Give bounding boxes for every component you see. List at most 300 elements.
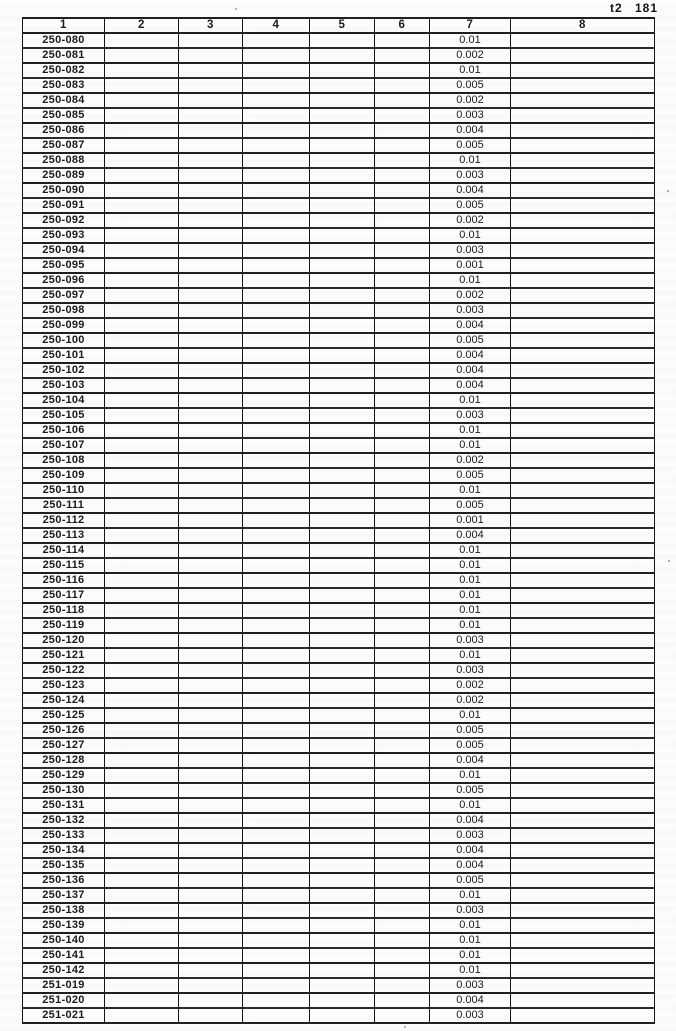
cell-value: 0.003 <box>430 303 511 318</box>
cell-value: 0.005 <box>430 738 511 753</box>
cell-empty <box>243 33 310 48</box>
cell-value: 0.005 <box>430 498 511 513</box>
table-row <box>23 558 655 573</box>
table-row <box>23 543 655 558</box>
cell-empty <box>511 453 655 468</box>
cell-empty <box>310 483 375 498</box>
cell-id: 250-129 <box>23 768 105 783</box>
cell-empty <box>243 678 310 693</box>
table-row <box>23 933 655 948</box>
cell-empty <box>375 573 430 588</box>
cell-empty <box>243 648 310 663</box>
cell-empty <box>310 723 375 738</box>
cell-empty <box>179 423 243 438</box>
cell-empty <box>310 183 375 198</box>
cell-empty <box>105 948 179 963</box>
cell-empty <box>511 243 655 258</box>
table-row <box>23 573 655 588</box>
cell-value: 0.003 <box>430 663 511 678</box>
cell-empty <box>310 588 375 603</box>
cell-empty <box>243 828 310 843</box>
cell-empty <box>511 903 655 918</box>
cell-id: 250-100 <box>23 333 105 348</box>
cell-id: 250-107 <box>23 438 105 453</box>
cell-id: 250-105 <box>23 408 105 423</box>
cell-empty <box>375 993 430 1008</box>
cell-empty <box>179 978 243 993</box>
cell-empty <box>375 213 430 228</box>
cell-empty <box>511 843 655 858</box>
cell-empty <box>375 843 430 858</box>
cell-empty <box>310 273 375 288</box>
cell-value: 0.01 <box>430 888 511 903</box>
cell-empty <box>179 258 243 273</box>
cell-empty <box>179 363 243 378</box>
cell-empty <box>243 738 310 753</box>
cell-empty <box>511 828 655 843</box>
cell-empty <box>310 498 375 513</box>
cell-empty <box>179 633 243 648</box>
cell-empty <box>105 228 179 243</box>
cell-empty <box>511 168 655 183</box>
cell-empty <box>511 723 655 738</box>
cell-empty <box>375 948 430 963</box>
column-header-4: 4 <box>243 18 310 33</box>
table-row <box>23 948 655 963</box>
cell-empty <box>310 288 375 303</box>
cell-empty <box>179 513 243 528</box>
cell-empty <box>511 738 655 753</box>
cell-empty <box>243 963 310 978</box>
cell-id: 250-088 <box>23 153 105 168</box>
cell-id: 250-109 <box>23 468 105 483</box>
cell-value: 0.01 <box>430 393 511 408</box>
table-body <box>23 33 655 1023</box>
cell-empty <box>105 258 179 273</box>
cell-empty <box>511 858 655 873</box>
cell-empty <box>105 738 179 753</box>
cell-id: 250-124 <box>23 693 105 708</box>
cell-empty <box>511 123 655 138</box>
cell-value: 0.004 <box>430 753 511 768</box>
cell-id: 250-080 <box>23 33 105 48</box>
cell-empty <box>179 948 243 963</box>
cell-value: 0.003 <box>430 828 511 843</box>
cell-empty <box>105 963 179 978</box>
cell-value: 0.01 <box>430 423 511 438</box>
cell-empty <box>511 483 655 498</box>
cell-value: 0.001 <box>430 258 511 273</box>
table-row <box>23 963 655 978</box>
cell-empty <box>310 333 375 348</box>
cell-empty <box>105 888 179 903</box>
table-row <box>23 738 655 753</box>
table-row <box>23 78 655 93</box>
cell-empty <box>310 858 375 873</box>
cell-empty <box>105 843 179 858</box>
cell-empty <box>243 48 310 63</box>
cell-id: 250-086 <box>23 123 105 138</box>
cell-empty <box>511 153 655 168</box>
cell-empty <box>511 48 655 63</box>
cell-value: 0.004 <box>430 183 511 198</box>
cell-empty <box>105 798 179 813</box>
scan-speck <box>667 190 669 192</box>
cell-empty <box>310 918 375 933</box>
cell-empty <box>179 63 243 78</box>
cell-value: 0.005 <box>430 873 511 888</box>
cell-empty <box>375 783 430 798</box>
cell-empty <box>243 408 310 423</box>
cell-empty <box>105 138 179 153</box>
cell-empty <box>105 108 179 123</box>
cell-empty <box>375 963 430 978</box>
table-row <box>23 513 655 528</box>
cell-id: 250-135 <box>23 858 105 873</box>
cell-empty <box>179 213 243 228</box>
cell-empty <box>511 138 655 153</box>
cell-empty <box>511 348 655 363</box>
cell-empty <box>375 618 430 633</box>
table-row <box>23 318 655 333</box>
table-header <box>23 18 655 33</box>
cell-empty <box>179 798 243 813</box>
table-row <box>23 498 655 513</box>
cell-id: 250-092 <box>23 213 105 228</box>
cell-empty <box>105 198 179 213</box>
cell-empty <box>511 933 655 948</box>
cell-empty <box>375 78 430 93</box>
cell-empty <box>375 438 430 453</box>
cell-empty <box>243 423 310 438</box>
cell-id: 250-084 <box>23 93 105 108</box>
cell-value: 0.004 <box>430 528 511 543</box>
table-row <box>23 843 655 858</box>
cell-empty <box>511 273 655 288</box>
cell-empty <box>511 948 655 963</box>
cell-value: 0.001 <box>430 513 511 528</box>
cell-empty <box>310 603 375 618</box>
cell-empty <box>105 978 179 993</box>
cell-id: 250-136 <box>23 873 105 888</box>
cell-id: 250-133 <box>23 828 105 843</box>
cell-empty <box>105 453 179 468</box>
scan-speck <box>668 560 670 562</box>
cell-value: 0.004 <box>430 993 511 1008</box>
cell-empty <box>375 978 430 993</box>
cell-empty <box>310 48 375 63</box>
cell-empty <box>310 348 375 363</box>
cell-id: 250-117 <box>23 588 105 603</box>
cell-empty <box>511 408 655 423</box>
cell-empty <box>310 693 375 708</box>
cell-empty <box>511 528 655 543</box>
cell-id: 250-098 <box>23 303 105 318</box>
cell-empty <box>105 483 179 498</box>
cell-id: 250-141 <box>23 948 105 963</box>
cell-empty <box>310 408 375 423</box>
table-row <box>23 63 655 78</box>
table-row <box>23 108 655 123</box>
cell-empty <box>105 828 179 843</box>
cell-empty <box>310 1008 375 1023</box>
cell-empty <box>179 183 243 198</box>
cell-empty <box>243 993 310 1008</box>
cell-value: 0.003 <box>430 1008 511 1023</box>
cell-empty <box>243 483 310 498</box>
cell-id: 251-019 <box>23 978 105 993</box>
cell-empty <box>375 1008 430 1023</box>
cell-empty <box>179 123 243 138</box>
cell-empty <box>310 378 375 393</box>
cell-empty <box>511 708 655 723</box>
cell-id: 250-099 <box>23 318 105 333</box>
table-row <box>23 483 655 498</box>
cell-empty <box>179 573 243 588</box>
table-row <box>23 93 655 108</box>
cell-empty <box>179 393 243 408</box>
cell-value: 0.004 <box>430 363 511 378</box>
cell-id: 250-132 <box>23 813 105 828</box>
cell-value: 0.004 <box>430 123 511 138</box>
cell-empty <box>310 108 375 123</box>
cell-empty <box>375 318 430 333</box>
cell-empty <box>310 753 375 768</box>
cell-empty <box>511 1008 655 1023</box>
cell-empty <box>310 768 375 783</box>
cell-id: 250-139 <box>23 918 105 933</box>
cell-value: 0.005 <box>430 198 511 213</box>
cell-empty <box>243 393 310 408</box>
cell-value: 0.01 <box>430 603 511 618</box>
cell-empty <box>243 888 310 903</box>
cell-id: 250-083 <box>23 78 105 93</box>
cell-empty <box>310 93 375 108</box>
cell-empty <box>179 918 243 933</box>
table-row <box>23 603 655 618</box>
cell-empty <box>105 813 179 828</box>
cell-empty <box>375 543 430 558</box>
cell-empty <box>105 858 179 873</box>
cell-empty <box>511 513 655 528</box>
cell-empty <box>105 768 179 783</box>
cell-value: 0.01 <box>430 963 511 978</box>
cell-empty <box>179 738 243 753</box>
cell-empty <box>310 468 375 483</box>
cell-value: 0.004 <box>430 858 511 873</box>
cell-empty <box>179 408 243 423</box>
cell-empty <box>179 618 243 633</box>
cell-empty <box>511 363 655 378</box>
cell-empty <box>179 903 243 918</box>
cell-empty <box>511 228 655 243</box>
cell-empty <box>310 153 375 168</box>
cell-empty <box>511 318 655 333</box>
cell-empty <box>179 78 243 93</box>
cell-empty <box>243 723 310 738</box>
table-row <box>23 798 655 813</box>
cell-empty <box>105 288 179 303</box>
cell-empty <box>310 708 375 723</box>
cell-empty <box>179 303 243 318</box>
cell-empty <box>179 828 243 843</box>
cell-empty <box>243 558 310 573</box>
column-header-1: 1 <box>23 18 105 33</box>
cell-id: 250-127 <box>23 738 105 753</box>
cell-empty <box>243 918 310 933</box>
cell-empty <box>511 813 655 828</box>
cell-empty <box>375 588 430 603</box>
table-row <box>23 438 655 453</box>
table-row <box>23 138 655 153</box>
table-row <box>23 873 655 888</box>
table-row <box>23 243 655 258</box>
cell-empty <box>105 753 179 768</box>
cell-empty <box>511 183 655 198</box>
cell-empty <box>511 753 655 768</box>
cell-empty <box>243 288 310 303</box>
cell-id: 250-142 <box>23 963 105 978</box>
cell-empty <box>243 243 310 258</box>
column-header-3: 3 <box>179 18 243 33</box>
cell-empty <box>243 528 310 543</box>
cell-empty <box>511 993 655 1008</box>
table-row <box>23 918 655 933</box>
cell-empty <box>511 303 655 318</box>
cell-id: 250-120 <box>23 633 105 648</box>
cell-empty <box>375 903 430 918</box>
table-row <box>23 888 655 903</box>
cell-empty <box>243 228 310 243</box>
cell-empty <box>375 93 430 108</box>
cell-empty <box>375 708 430 723</box>
cell-empty <box>375 348 430 363</box>
cell-empty <box>310 453 375 468</box>
cell-empty <box>310 78 375 93</box>
cell-empty <box>243 303 310 318</box>
table-row <box>23 348 655 363</box>
table-row <box>23 813 655 828</box>
cell-value: 0.002 <box>430 678 511 693</box>
cell-empty <box>105 633 179 648</box>
cell-empty <box>105 528 179 543</box>
cell-empty <box>511 963 655 978</box>
cell-empty <box>105 693 179 708</box>
cell-value: 0.002 <box>430 213 511 228</box>
cell-empty <box>310 738 375 753</box>
cell-empty <box>179 318 243 333</box>
cell-value: 0.005 <box>430 78 511 93</box>
table-row <box>23 273 655 288</box>
cell-empty <box>179 558 243 573</box>
cell-empty <box>375 768 430 783</box>
cell-empty <box>375 303 430 318</box>
cell-value: 0.01 <box>430 153 511 168</box>
cell-empty <box>243 168 310 183</box>
cell-empty <box>375 198 430 213</box>
cell-id: 250-102 <box>23 363 105 378</box>
cell-empty <box>105 558 179 573</box>
cell-empty <box>179 453 243 468</box>
table-row <box>23 723 655 738</box>
cell-empty <box>105 93 179 108</box>
cell-empty <box>310 663 375 678</box>
table-row <box>23 903 655 918</box>
cell-empty <box>375 123 430 138</box>
cell-empty <box>243 453 310 468</box>
cell-empty <box>105 678 179 693</box>
cell-empty <box>179 993 243 1008</box>
cell-empty <box>243 273 310 288</box>
table-row <box>23 288 655 303</box>
cell-value: 0.004 <box>430 378 511 393</box>
cell-value: 0.01 <box>430 648 511 663</box>
cell-value: 0.01 <box>430 918 511 933</box>
cell-empty <box>375 33 430 48</box>
cell-empty <box>511 108 655 123</box>
cell-empty <box>310 543 375 558</box>
cell-empty <box>243 618 310 633</box>
cell-empty <box>179 153 243 168</box>
cell-empty <box>375 813 430 828</box>
cell-value: 0.002 <box>430 693 511 708</box>
cell-id: 250-122 <box>23 663 105 678</box>
cell-value: 0.01 <box>430 573 511 588</box>
cell-empty <box>243 768 310 783</box>
table-row <box>23 858 655 873</box>
table-row <box>23 393 655 408</box>
cell-empty <box>105 903 179 918</box>
cell-empty <box>511 558 655 573</box>
cell-value: 0.01 <box>430 768 511 783</box>
cell-empty <box>511 93 655 108</box>
cell-empty <box>310 783 375 798</box>
cell-empty <box>243 108 310 123</box>
cell-empty <box>243 978 310 993</box>
cell-empty <box>179 273 243 288</box>
cell-empty <box>375 63 430 78</box>
cell-empty <box>511 978 655 993</box>
cell-id: 250-121 <box>23 648 105 663</box>
cell-empty <box>179 768 243 783</box>
cell-empty <box>243 183 310 198</box>
cell-empty <box>375 183 430 198</box>
cell-empty <box>105 123 179 138</box>
cell-empty <box>375 483 430 498</box>
cell-id: 250-130 <box>23 783 105 798</box>
cell-empty <box>375 603 430 618</box>
cell-value: 0.01 <box>430 438 511 453</box>
cell-empty <box>310 228 375 243</box>
cell-empty <box>310 903 375 918</box>
cell-empty <box>179 753 243 768</box>
cell-empty <box>105 918 179 933</box>
cell-value: 0.003 <box>430 903 511 918</box>
cell-value: 0.01 <box>430 558 511 573</box>
cell-id: 250-096 <box>23 273 105 288</box>
cell-empty <box>310 558 375 573</box>
cell-empty <box>310 243 375 258</box>
cell-empty <box>179 93 243 108</box>
cell-empty <box>375 48 430 63</box>
cell-empty <box>310 303 375 318</box>
cell-empty <box>375 753 430 768</box>
cell-empty <box>105 153 179 168</box>
table-row <box>23 213 655 228</box>
cell-value: 0.004 <box>430 318 511 333</box>
cell-empty <box>243 753 310 768</box>
cell-empty <box>243 858 310 873</box>
